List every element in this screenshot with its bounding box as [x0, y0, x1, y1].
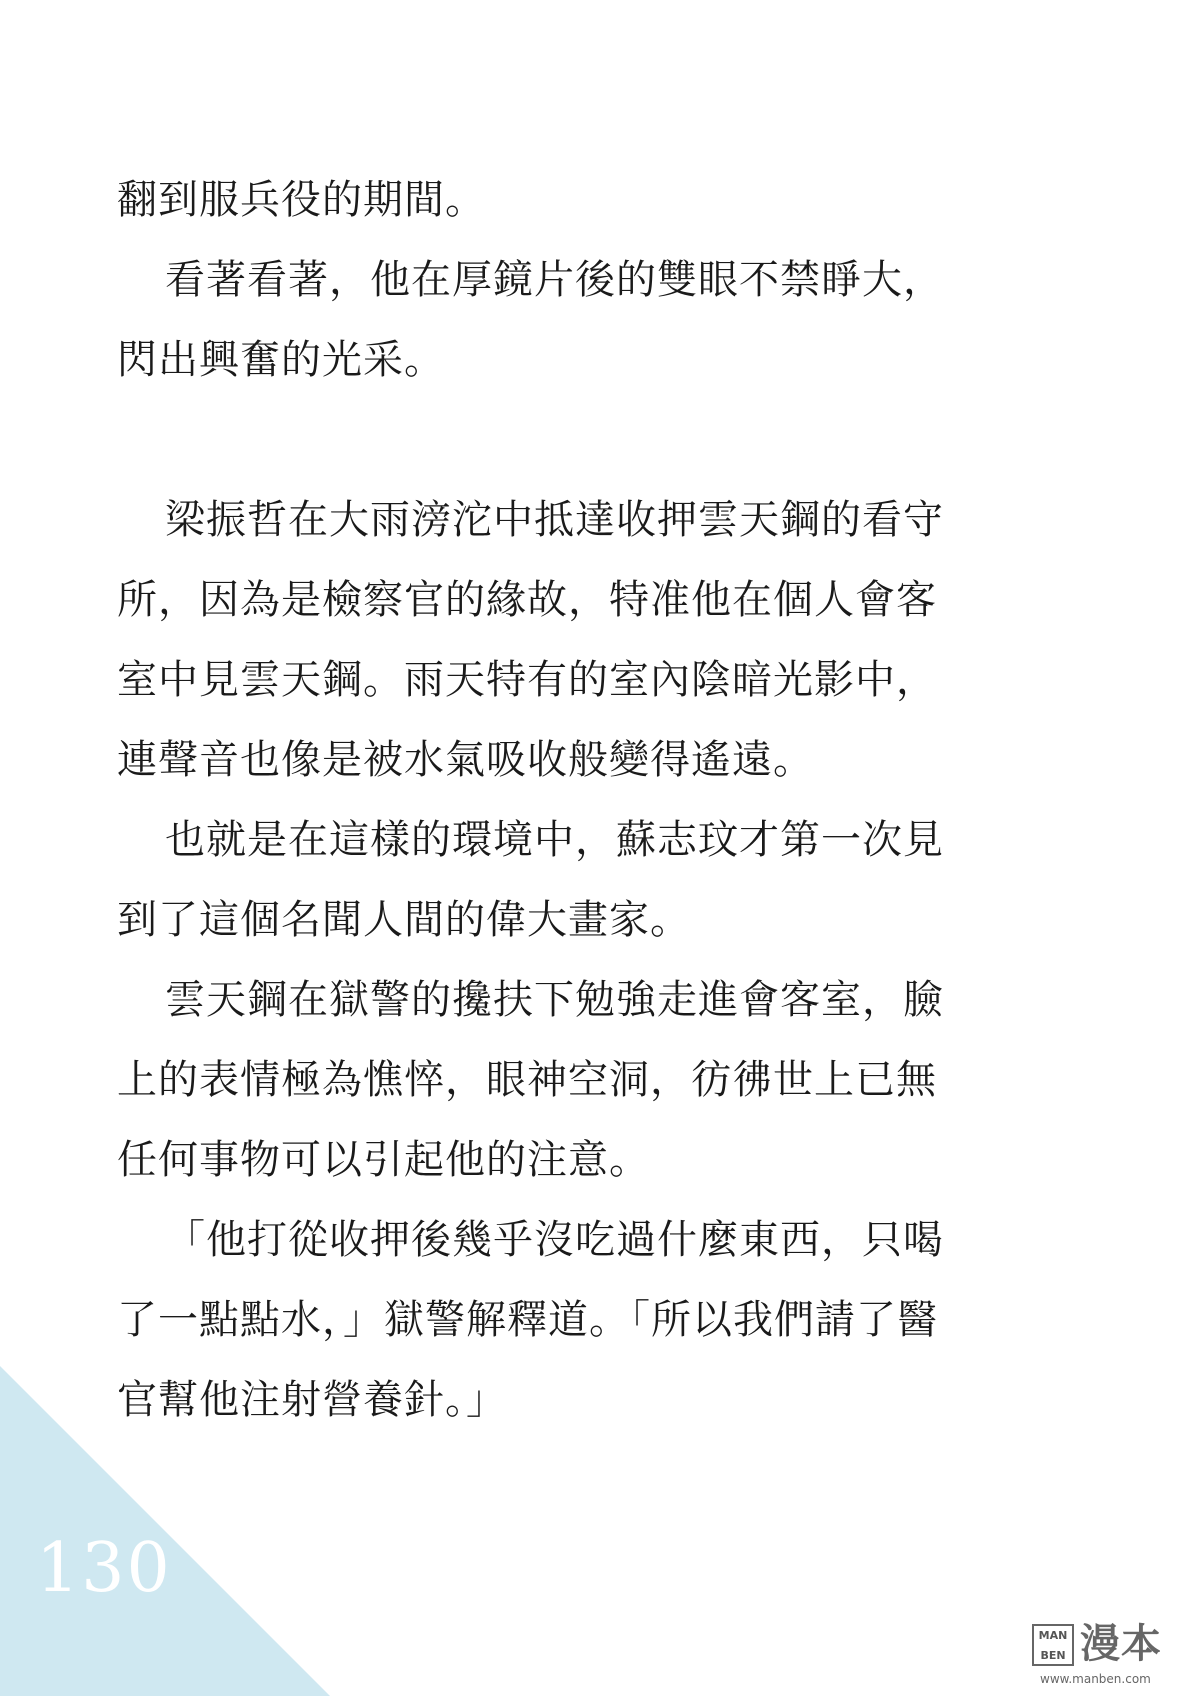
text-line: 看著看著，他在厚鏡片後的雙眼不禁睜大， [165, 257, 944, 303]
text-line: 閃出興奮的光采。 [117, 337, 445, 383]
text-line: 了一點點水，」獄警解釋道。「所以我們請了醫 [117, 1297, 938, 1343]
text-line: 梁振哲在大雨滂沱中抵達收押雲天鋼的看守 [165, 497, 944, 543]
text-line: 也就是在這樣的環境中，蘇志玟才第一次見 [165, 817, 944, 863]
text-line: 官幫他注射營養針。」 [117, 1377, 507, 1423]
body-text [117, 160, 1097, 1440]
watermark-name: 漫本 [1080, 1621, 1162, 1667]
page-number: 130 [36, 1529, 172, 1608]
manben-watermark [1032, 1618, 1182, 1688]
text-line: 連聲音也像是被水氣吸收般變得遙遠。 [117, 737, 814, 783]
paragraph-gap [117, 400, 1097, 480]
text-line: 雲天鋼在獄警的攙扶下勉強走進會客室，臉 [165, 977, 944, 1023]
text-line: 上的表情極為憔悴，眼神空洞，彷彿世上已無 [117, 1057, 937, 1103]
watermark-url: www.manben.com [1040, 1672, 1151, 1686]
text-line: 所，因為是檢察官的緣故，特准他在個人會客 [117, 577, 937, 623]
text-line: 翻到服兵役的期間。 [117, 177, 486, 223]
watermark-logo-box [1032, 1624, 1074, 1666]
text-line: 到了這個名聞人間的偉大畫家。 [117, 897, 691, 943]
watermark-logo-line: BEN [1040, 1649, 1066, 1662]
watermark-logo-line: MAN [1038, 1629, 1068, 1642]
text-line: 室中見雲天鋼。雨天特有的室內陰暗光影中， [117, 657, 937, 703]
text-line: 「他打從收押後幾乎沒吃過什麼東西，只喝 [165, 1217, 944, 1263]
text-line: 任何事物可以引起他的注意。 [117, 1137, 650, 1183]
